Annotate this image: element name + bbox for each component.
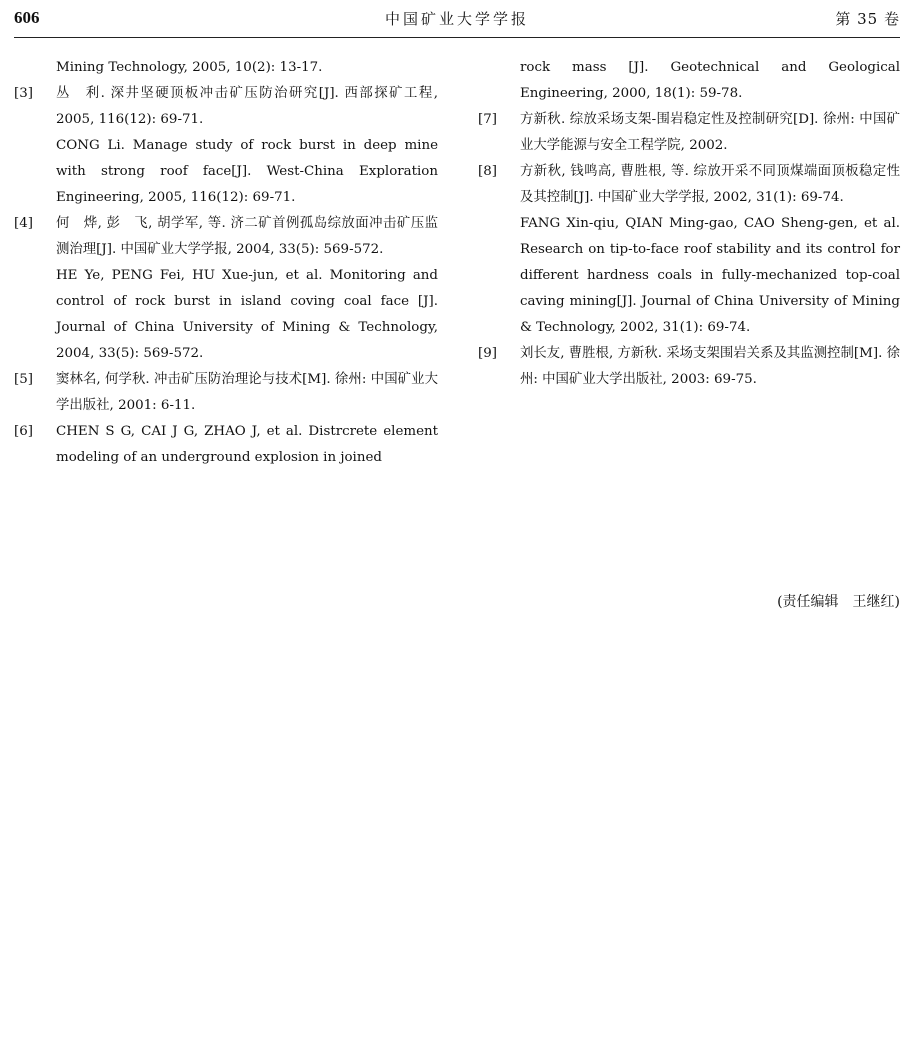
reference-text-cn: 方新秋. 综放采场支架-围岩稳定性及控制研究[D]. 徐州: 中国矿业大学能源与安全工程学院, 2002. (520, 112, 900, 153)
reference-text-en: FANG Xin-qiu, QIAN Ming-gao, CAO Sheng-gen, et al. Research on tip-to-face roof stability and its control for different hardness coals in fully-mechanized top-coal caving mining[J]. Journal of China University of Mining & Technology, 2002, 31(1): 69-74. (520, 216, 900, 335)
reference-continuation (14, 55, 438, 81)
header-rule (14, 37, 900, 38)
editor-credit: (责任编辑 王继红) (777, 594, 900, 610)
reference-6 (14, 419, 438, 471)
reference-8 (478, 159, 900, 341)
reference-continuation (478, 55, 900, 107)
reference-7 (478, 107, 900, 159)
reference-number: [8] (478, 164, 497, 179)
reference-4 (14, 211, 438, 367)
page-number: 606 (14, 8, 40, 27)
reference-number: [6] (14, 424, 33, 439)
reference-text-cn: 刘长友, 曹胜根, 方新秋. 采场支架围岩关系及其监测控制[M]. 徐州: 中国矿业大学出版社, 2003: 69-75. (520, 346, 900, 387)
reference-number: [4] (14, 216, 33, 231)
reference-9 (478, 341, 900, 393)
reference-number: [3] (14, 86, 33, 101)
reference-text-en: CHEN S G, CAI J G, ZHAO J, et al. Distrcrete element modeling of an underground explosion in joined (56, 424, 438, 465)
reference-text-en: Mining Technology, 2005, 10(2): 13-17. (56, 60, 323, 75)
volume-label: 第 35 卷 (835, 10, 900, 28)
reference-text-cn: 窦林名, 何学秋. 冲击矿压防治理论与技术[M]. 徐州: 中国矿业大学出版社, 2001: 6-11. (56, 372, 438, 413)
reference-5 (14, 367, 438, 419)
reference-number: [5] (14, 372, 33, 387)
right-column (478, 55, 900, 393)
reference-text-en: CONG Li. Manage study of rock burst in deep mine with strong roof face[J]. West-China Exploration Engineering, 2005, 116(12): 69-71. (56, 138, 438, 205)
reference-text-en: HE Ye, PENG Fei, HU Xue-jun, et al. Monitoring and control of rock burst in island coving coal face [J]. Journal of China University of Mining & Technology, 2004, 33(5): 569-572. (56, 268, 438, 361)
reference-text-cn: 丛 利. 深井坚硬顶板冲击矿压防治研究[J]. 西部探矿工程, 2005, 116(12): 69-71. (56, 86, 438, 127)
reference-number: [7] (478, 112, 497, 127)
left-column (14, 55, 438, 471)
reference-text-en: rock mass [J]. Geotechnical and Geological Engineering, 2000, 18(1): 59-78. (520, 60, 900, 101)
journal-title: 中国矿业大学学报 (384, 10, 529, 28)
reference-number: [9] (478, 346, 497, 361)
reference-text-cn: 方新秋, 钱鸣高, 曹胜根, 等. 综放开采不同顶煤端面顶板稳定性及其控制[J]. 中国矿业大学学报, 2002, 31(1): 69-74. (520, 164, 900, 205)
reference-text-cn: 何 烨, 彭 飞, 胡学军, 等. 济二矿首例孤岛综放面冲击矿压监测治理[J]. 中国矿业大学学报, 2004, 33(5): 569-572. (56, 216, 438, 257)
reference-3 (14, 81, 438, 211)
page-header (14, 6, 900, 36)
